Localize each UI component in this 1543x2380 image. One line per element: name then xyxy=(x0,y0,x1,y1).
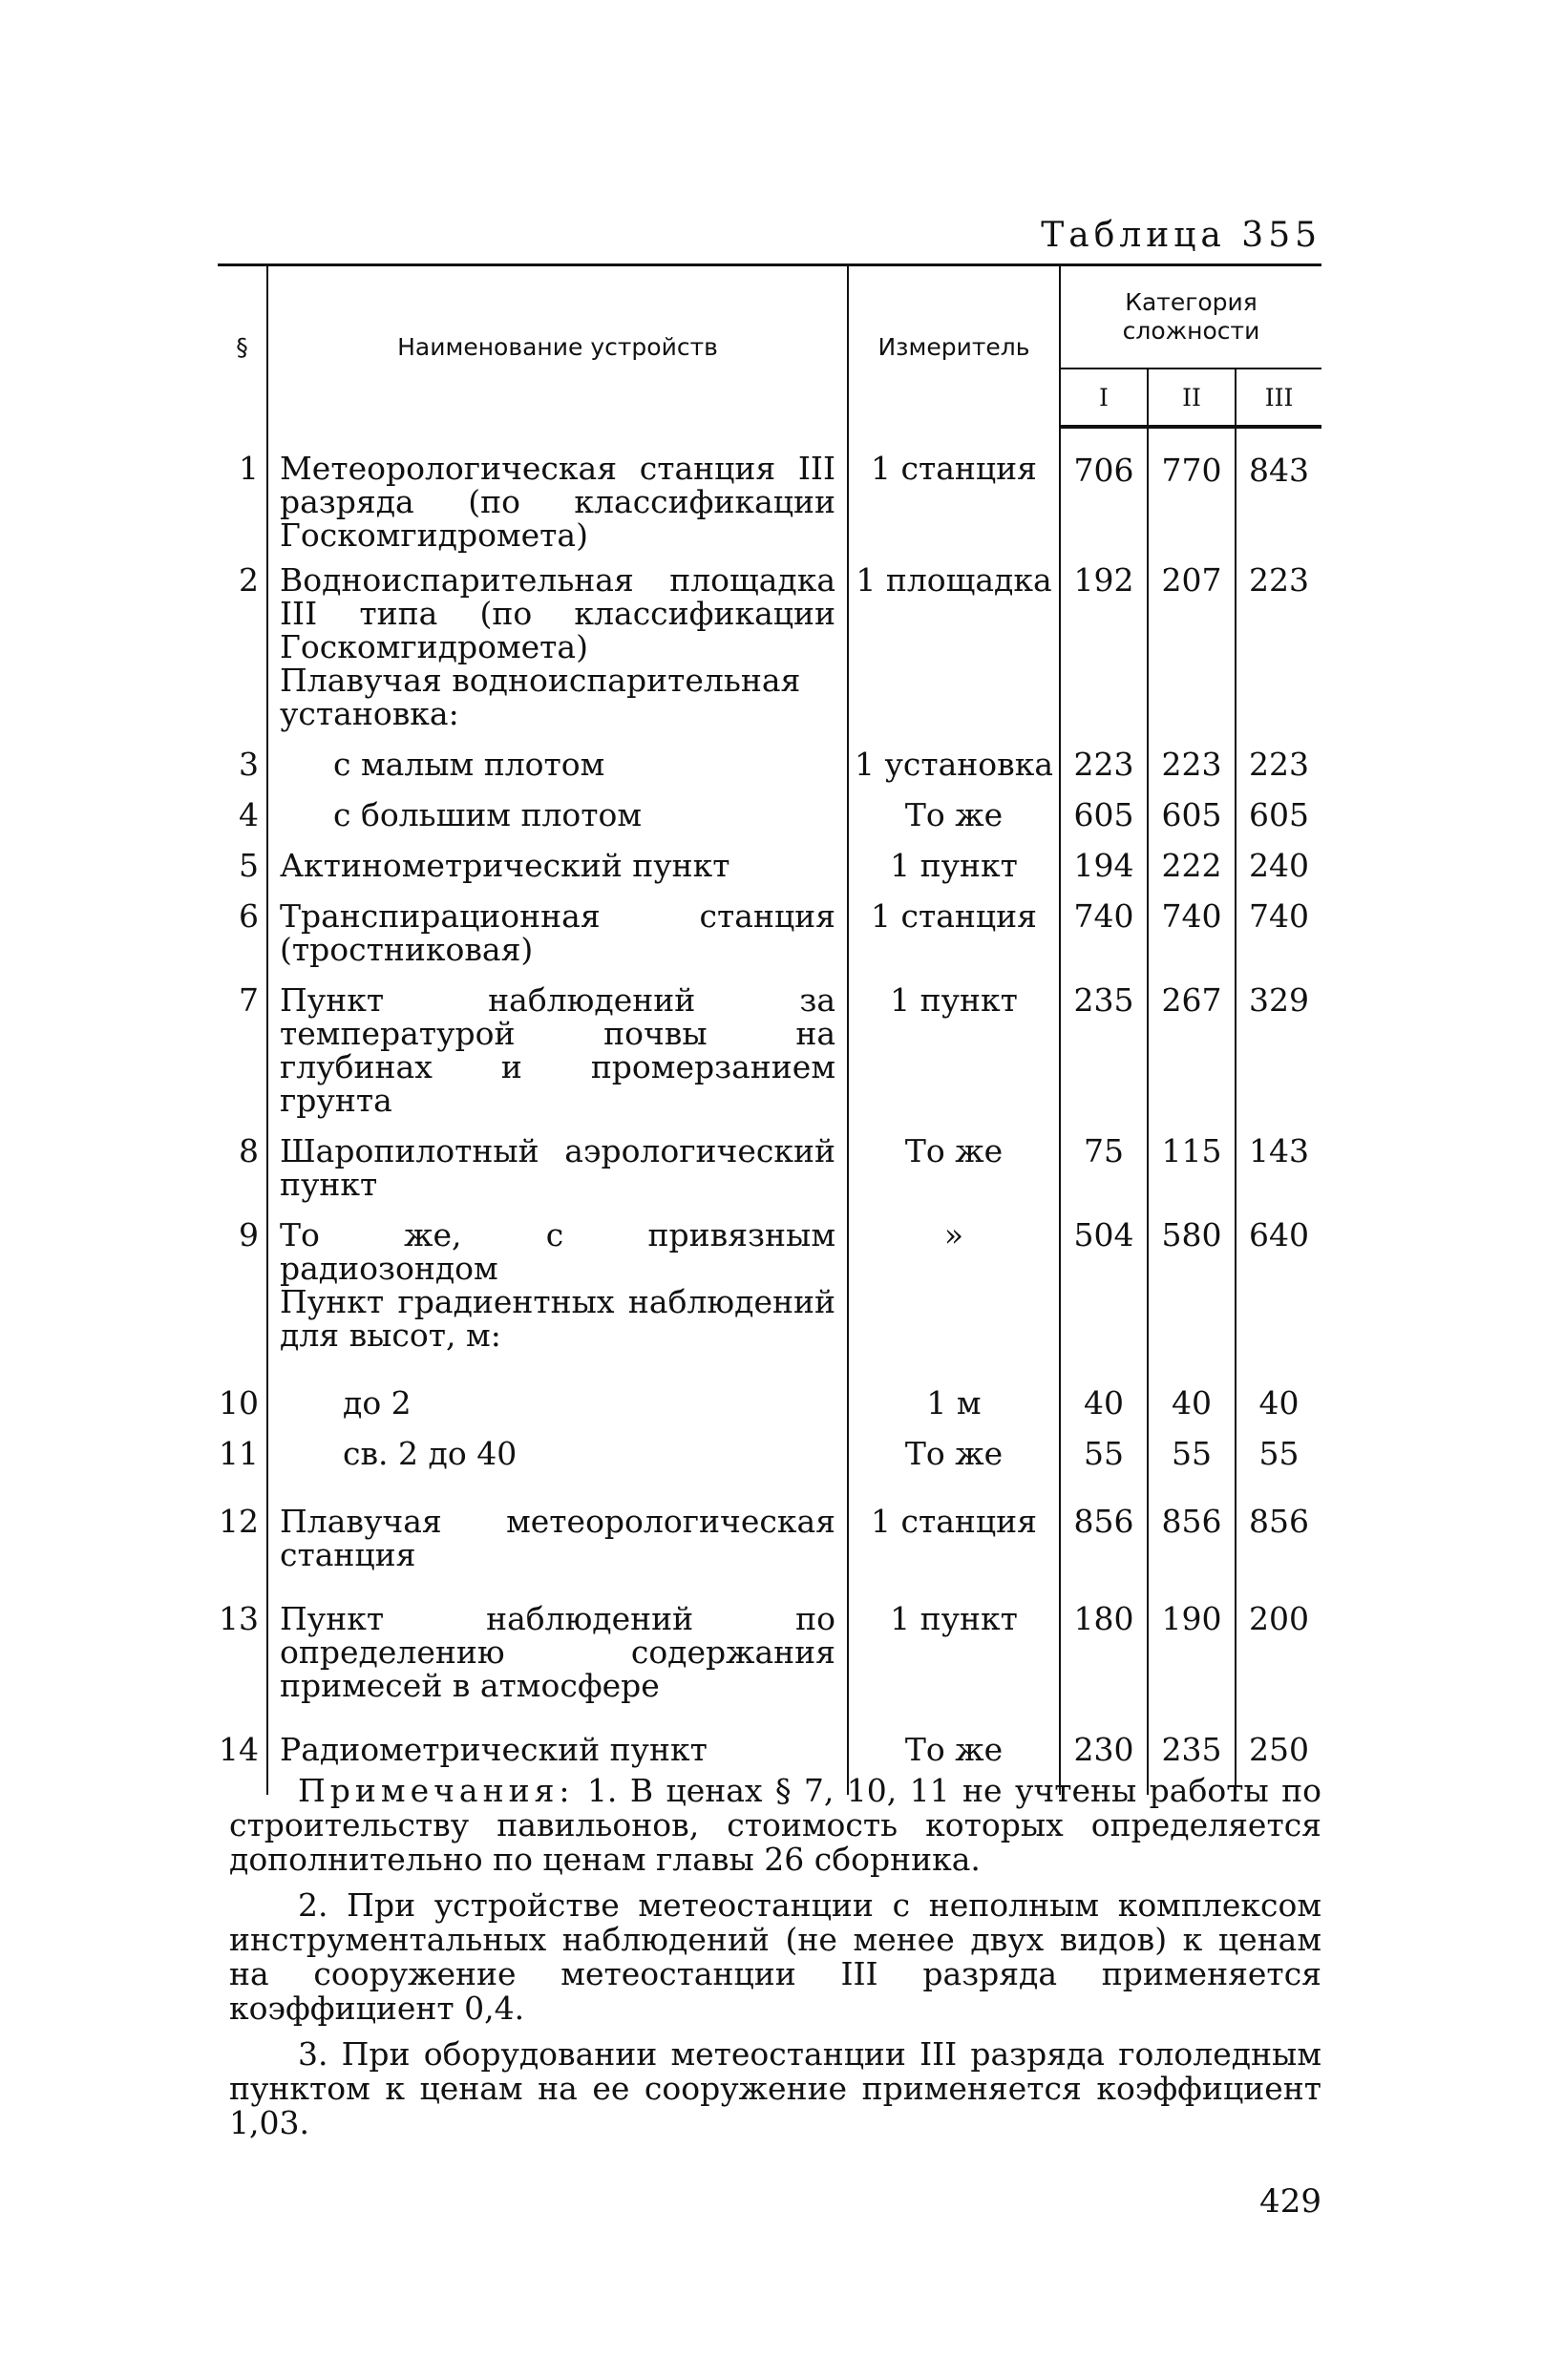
row-value-cat3: 329 xyxy=(1236,966,1321,1117)
note-3: 3. При оборудовании метеостанции III разряда гололедным пунктом к ценам на ее сооружение применяется коэффициент 1,03. xyxy=(229,2035,1321,2141)
row-value-cat1: 180 xyxy=(1060,1571,1148,1702)
row-name-text: с малым плотом xyxy=(333,746,605,783)
row-name xyxy=(267,730,848,781)
row-unit xyxy=(848,1285,1060,1352)
row-value-cat2 xyxy=(1148,663,1236,730)
row-value-cat1: 40 xyxy=(1060,1352,1148,1420)
row-number: 13 xyxy=(219,1600,259,1637)
row-number xyxy=(218,1285,267,1352)
header-name: Наименование устройств xyxy=(267,265,848,428)
row-value-cat3: 605 xyxy=(1236,781,1321,832)
row-number: 3 xyxy=(239,746,259,783)
header-category-1: I xyxy=(1060,369,1148,427)
row-name: Актинометрический пункт xyxy=(267,832,848,882)
row-unit: 1 площадка xyxy=(848,552,1060,663)
row-number: 6 xyxy=(239,897,259,935)
row-value-cat3: 250 xyxy=(1236,1702,1321,1795)
row-number: 1 xyxy=(239,450,259,487)
note-1-text: 1. В ценах § 7, 10, 11 не учтены работы по строительству павильонов, стоимость которых определяется дополнительно по ценам главы 26 сборника. xyxy=(229,1772,1321,1878)
note-1 xyxy=(229,1774,1321,1877)
row-unit: То же xyxy=(848,781,1060,832)
row-value-cat1: 223 xyxy=(1060,730,1148,781)
row-value-cat3: 143 xyxy=(1236,1117,1321,1201)
row-value-cat2: 40 xyxy=(1148,1352,1236,1420)
row-name: Пункт наблюдений за температурой почвы на глубинах и промерзанием грунта xyxy=(267,966,848,1117)
row-unit xyxy=(848,663,1060,730)
row-number: 8 xyxy=(239,1132,259,1169)
table-row-group-heading xyxy=(218,1285,1321,1352)
row-value-cat3: 223 xyxy=(1236,730,1321,781)
row-unit: То же xyxy=(848,1702,1060,1795)
row-value-cat1: 230 xyxy=(1060,1702,1148,1795)
table-row xyxy=(218,966,1321,1117)
row-number: 12 xyxy=(219,1503,259,1540)
row-value-cat3: 240 xyxy=(1236,832,1321,882)
row-value-cat3: 640 xyxy=(1236,1201,1321,1285)
row-value-cat1 xyxy=(1060,663,1148,730)
row-name: Водноиспарительная площадка III типа (по классификации Госкомгидромета) xyxy=(267,552,848,663)
row-value-cat2: 770 xyxy=(1148,427,1236,552)
row-value-cat2: 190 xyxy=(1148,1571,1236,1702)
row-name: Пункт наблюдений по определению содержания примесей в атмосфере xyxy=(267,1571,848,1702)
row-number: 5 xyxy=(239,847,259,884)
equipment-price-table xyxy=(218,263,1321,1795)
row-value-cat2: 580 xyxy=(1148,1201,1236,1285)
row-number: 2 xyxy=(239,561,259,599)
row-unit: 1 станция xyxy=(848,1470,1060,1571)
row-unit: То же xyxy=(848,1117,1060,1201)
row-value-cat3: 40 xyxy=(1236,1352,1321,1420)
row-name xyxy=(267,1420,848,1470)
header-category-3: III xyxy=(1236,369,1321,427)
header-category-2: II xyxy=(1148,369,1236,427)
row-value-cat2: 267 xyxy=(1148,966,1236,1117)
row-unit: 1 пункт xyxy=(848,1571,1060,1702)
row-value-cat3: 740 xyxy=(1236,882,1321,966)
row-number: 7 xyxy=(239,981,259,1019)
row-number: 10 xyxy=(219,1384,259,1422)
row-value-cat1: 605 xyxy=(1060,781,1148,832)
row-name: Плавучая водноиспарительная установка: xyxy=(267,663,848,730)
table-row xyxy=(218,832,1321,882)
row-value-cat1 xyxy=(1060,1285,1148,1352)
table-row xyxy=(218,427,1321,552)
table-row xyxy=(218,882,1321,966)
row-number: 11 xyxy=(219,1435,259,1472)
row-value-cat2: 222 xyxy=(1148,832,1236,882)
note-2: 2. При устройстве метеостанции с неполным комплексом инструментальных наблюдений (не менее двух видов) к ценам на сооружение метеостанции III разряда применяется коэффициент 0,4. xyxy=(229,1886,1321,2027)
row-number: 4 xyxy=(239,796,259,833)
table-row xyxy=(218,1352,1321,1420)
row-number: 14 xyxy=(219,1731,259,1768)
row-name-text: св. 2 до 40 xyxy=(343,1435,518,1472)
row-unit: » xyxy=(848,1201,1060,1285)
row-number: 9 xyxy=(239,1216,259,1253)
row-number xyxy=(218,663,267,730)
row-name: Шаропилотный аэрологический пункт xyxy=(267,1117,848,1201)
row-value-cat1: 856 xyxy=(1060,1470,1148,1571)
row-value-cat1: 706 xyxy=(1060,427,1148,552)
row-name-text: до 2 xyxy=(343,1384,412,1422)
row-name xyxy=(267,1352,848,1420)
row-name xyxy=(267,781,848,832)
row-value-cat1: 55 xyxy=(1060,1420,1148,1470)
row-unit: 1 станция xyxy=(848,882,1060,966)
row-value-cat2: 55 xyxy=(1148,1420,1236,1470)
row-value-cat1: 235 xyxy=(1060,966,1148,1117)
row-name-text: с большим плотом xyxy=(333,796,643,833)
row-value-cat3: 55 xyxy=(1236,1420,1321,1470)
row-name: Радиометрический пункт xyxy=(267,1702,848,1795)
row-value-cat1: 194 xyxy=(1060,832,1148,882)
row-value-cat2 xyxy=(1148,1285,1236,1352)
row-value-cat3: 856 xyxy=(1236,1470,1321,1571)
row-unit: То же xyxy=(848,1420,1060,1470)
row-name: Пункт градиентных наблюдений для высот, м: xyxy=(267,1285,848,1352)
table-row xyxy=(218,730,1321,781)
row-name: То же, с привязным радиозондом xyxy=(267,1201,848,1285)
page-number: 429 xyxy=(1259,2182,1321,2221)
row-value-cat1: 192 xyxy=(1060,552,1148,663)
table-row xyxy=(218,1201,1321,1285)
equipment-table-container xyxy=(218,263,1321,1795)
row-unit: 1 установка xyxy=(848,730,1060,781)
row-unit: 1 м xyxy=(848,1352,1060,1420)
table-title: Таблица 355 xyxy=(1041,216,1321,255)
row-value-cat1: 740 xyxy=(1060,882,1148,966)
table-row xyxy=(218,1117,1321,1201)
row-value-cat2: 856 xyxy=(1148,1470,1236,1571)
row-value-cat2: 235 xyxy=(1148,1702,1236,1795)
row-value-cat1: 75 xyxy=(1060,1117,1148,1201)
table-row xyxy=(218,1420,1321,1470)
row-value-cat3: 200 xyxy=(1236,1571,1321,1702)
row-value-cat1: 504 xyxy=(1060,1201,1148,1285)
table-row xyxy=(218,781,1321,832)
row-value-cat2: 223 xyxy=(1148,730,1236,781)
row-unit: 1 пункт xyxy=(848,966,1060,1117)
row-value-cat2: 207 xyxy=(1148,552,1236,663)
header-unit: Измеритель xyxy=(848,265,1060,428)
header-complexity-category: Категория сложности xyxy=(1060,265,1321,369)
row-name: Метеорологическая станция III разряда (по классификации Госкомгидромета) xyxy=(267,427,848,552)
table-row xyxy=(218,1470,1321,1571)
header-section-sign: § xyxy=(218,265,267,428)
row-unit: 1 пункт xyxy=(848,832,1060,882)
notes-heading: Примечания: xyxy=(298,1772,575,1809)
row-value-cat2: 605 xyxy=(1148,781,1236,832)
notes xyxy=(229,1774,1321,2152)
row-value-cat3 xyxy=(1236,1285,1321,1352)
table-row xyxy=(218,1571,1321,1702)
row-unit: 1 станция xyxy=(848,427,1060,552)
table-row xyxy=(218,552,1321,663)
row-name: Транспирационная станция (тростниковая) xyxy=(267,882,848,966)
row-value-cat3 xyxy=(1236,663,1321,730)
row-value-cat3: 223 xyxy=(1236,552,1321,663)
row-name: Плавучая метеорологическая станция xyxy=(267,1470,848,1571)
row-value-cat2: 115 xyxy=(1148,1117,1236,1201)
table-row-group-heading xyxy=(218,663,1321,730)
row-value-cat2: 740 xyxy=(1148,882,1236,966)
row-value-cat3: 843 xyxy=(1236,427,1321,552)
